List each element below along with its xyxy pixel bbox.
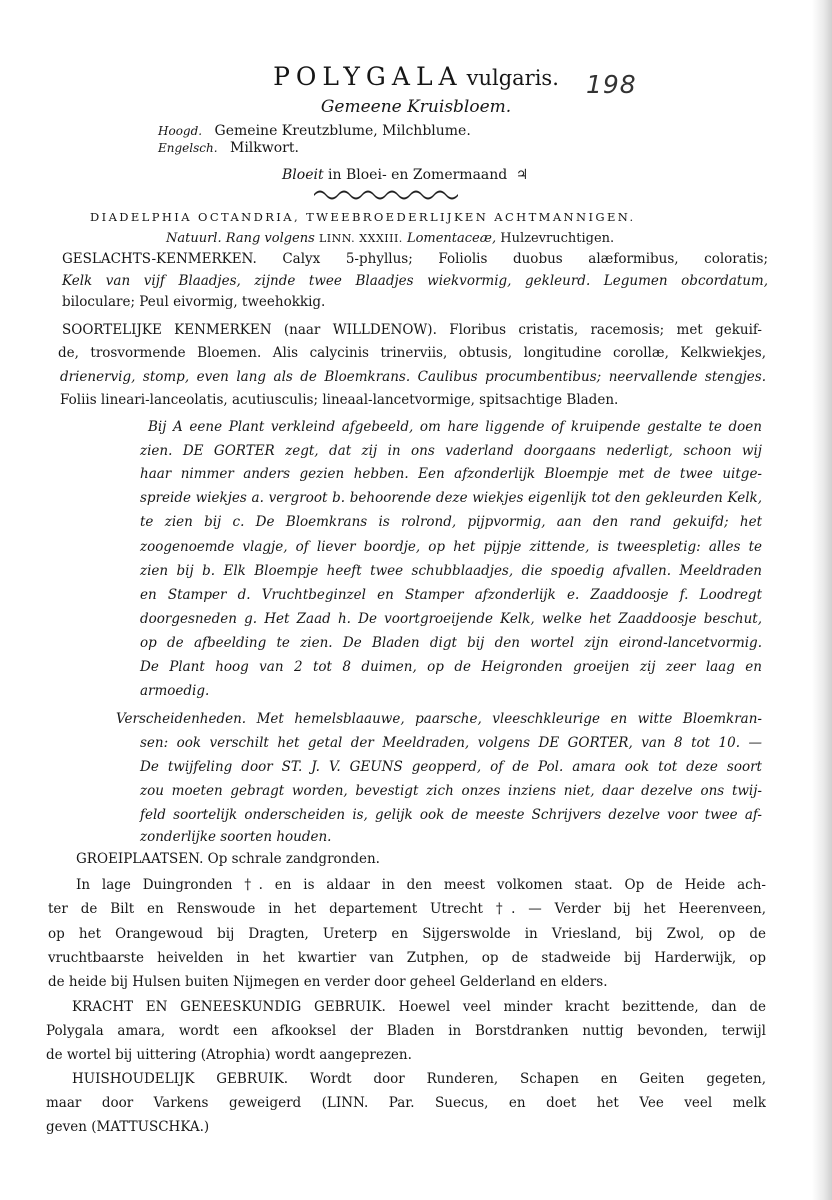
description-line: spreide wiekjes a. vergroot b. behoorende deze wiekjes eigenlijk tot den gekleurden Kelk, — [140, 490, 762, 506]
linnaean-class: DIADELPHIA OCTANDRIA, TWEEBROEDERLIJKEN ACHTMANNIGEN. — [90, 210, 636, 224]
page-edge-shadow — [812, 0, 832, 1200]
description-line: Bij A eene Plant verkleind afgebeeld, om hare liggende of kruipende gestalte te doen — [148, 419, 762, 435]
soortelijke-line-1: SOORTELIJKE KENMERKEN (naar WILLDENOW). Floribus cristatis, racemosis; met gekuif- — [62, 322, 762, 338]
huishoudelijk-line: maar door Varkens geweigerd (LINN. Par. Suecus, en doet het Vee veel melk — [46, 1095, 766, 1111]
huishoudelijk-line: geven (MATTUSCHKA.) — [46, 1119, 210, 1135]
common-name: Gemeene Kruisbloem. — [320, 97, 512, 117]
verscheidenheden-line: feld soortelijk onderscheiden is, gelijk ook de meeste Schrijvers dezelve voor twee af- — [140, 807, 762, 823]
description-line: op de afbeelding te zien. De Bladen digt bij den wortel zijn eirond-lancetvormig. — [140, 635, 762, 651]
ornament-divider — [312, 188, 462, 200]
bloom-months: in Bloei- en Zomermaand — [328, 167, 508, 183]
species-title — [0, 62, 832, 93]
description-line: armoedig. — [140, 683, 210, 699]
natural-order — [166, 230, 614, 248]
verscheidenheden-line: sen: ook verschilt het getal der Meeldraden, volgens DE GORTER, van 8 tot 10. — — [140, 735, 762, 751]
description-line: zien. DE GORTER zegt, dat zij in ons vaderland doorgaans nederligt, schoon wij — [140, 443, 762, 459]
species-epithet: vulgaris. — [466, 66, 559, 90]
german-names-line — [158, 122, 471, 140]
geslachts-line-3: biloculare; Peul eivormig, tweehokkig. — [62, 294, 326, 310]
german-names: Gemeine Kreutzblume, Milchblume. — [214, 123, 471, 139]
genus-name: POLYGALA — [273, 62, 463, 91]
description-line: te zien bij c. De Bloemkrans is rolrond, pijpvormig, aan den rand gekuifd; het — [140, 514, 762, 530]
kracht-line: de wortel bij uittering (Atrophia) wordt aangeprezen. — [46, 1047, 412, 1063]
geslachts-line-2: Kelk van vijf Blaadjes, zijnde twee Blaadjes wiekvormig, gekleurd. Legumen obcordatum, — [62, 273, 768, 289]
perennial-symbol: ♃ — [515, 167, 529, 183]
verscheidenheden-line: zou moeten gebragt worden, bevestigt zich onzes inziens niet, daar dezelve ons twij- — [140, 783, 762, 799]
description-line: zoogenoemde vlagje, of liever boordje, op het pijpje zittende, is tweespletig: alles te — [140, 539, 762, 555]
english-names: Milkwort. — [229, 140, 299, 156]
groeiplaatsen-line: de heide bij Hulsen buiten Nijmegen en verder door geheel Gelderland en elders. — [48, 974, 608, 990]
hoogd-label: Hoogd. — [158, 124, 203, 138]
groeiplaatsen-line: ter de Bilt en Renswoude in het departement Utrecht †. — Verder bij het Heerenveen, — [48, 901, 766, 917]
verscheidenheden-line: De twijfeling door ST. J. V. GEUNS geopperd, of de Pol. amara ook tot deze soort — [140, 759, 762, 775]
groeiplaatsen-line: In lage Duingronden †. en is aldaar in den meest volkomen staat. Op de Heide ach- — [76, 877, 766, 893]
geslachts-line-1: GESLACHTS-KENMERKEN. Calyx 5-phyllus; Foliolis duobus alæformibus, coloratis; — [62, 251, 768, 267]
bloom-period — [282, 166, 528, 184]
groeiplaatsen-heading: GROEIPLAATSEN. Op schrale zandgronden. — [76, 851, 380, 867]
bloeit-label: Bloeit — [282, 167, 324, 183]
soortelijke-line-4: Foliis lineari-lanceolatis, acutiusculis; lineaal-lancetvormige, spitsachtige Bladen. — [60, 392, 619, 408]
description-line: De Plant hoog van 2 tot 8 duimen, op de Heigronden groeijen zij zeer laag en — [140, 659, 762, 675]
family-latin: Lomentaceæ, — [406, 231, 497, 246]
family-dutch: Hulzevruchtigen. — [500, 231, 615, 246]
kracht-line: KRACHT EN GENEESKUNDIG GEBRUIK. Hoewel veel minder kracht bezittende, dan de — [72, 999, 766, 1015]
soortelijke-line-2: de, trosvormende Bloemen. Alis calycinis trinerviis, obtusis, longitudine corollæ, Kelkwiekjes, — [58, 345, 766, 361]
order-number: XXXIII. — [359, 232, 403, 245]
description-line: doorgesneden g. Het Zaad h. De voortgroeijende Kelk, welke het Zaaddoosje beschut, — [140, 611, 762, 627]
groeiplaatsen-line: vruchtbaarste heivelden in het kwartier van Zutphen, op de stadweide bij Harderwijk, op — [48, 950, 766, 966]
groeiplaatsen-line: op het Orangewoud bij Dragten, Ureterp en Sijgerswolde in Vriesland, bij Zwol, op de — [48, 926, 766, 942]
linn-ref: LINN. — [318, 232, 356, 245]
handwritten-page-number: 198 — [586, 70, 637, 99]
description-line: zien bij b. Elk Bloempje heeft twee schubblaadjes, die spoedig afvallen. Meeldraden — [140, 563, 762, 579]
verscheidenheden-line: Verscheidenheden. Met hemelsblaauwe, paarsche, vleeschkleurige en witte Bloemkran- — [116, 711, 762, 727]
english-names-line — [158, 139, 299, 157]
engl-label: Engelsch. — [158, 141, 218, 155]
verscheidenheden-line: zonderlijke soorten houden. — [140, 829, 332, 845]
description-line: en Stamper d. Vruchtbeginzel en Stamper afzonderlijk e. Zaaddoosje f. Loodregt — [140, 587, 762, 603]
soortelijke-line-3: drienervig, stomp, even lang als de Bloemkrans. Caulibus procumbentibus; neervallende stengjes. — [60, 369, 766, 385]
kracht-line: Polygala amara, wordt een afkooksel der Bladen in Borstdranken nuttig bevonden, terwijl — [46, 1023, 766, 1039]
description-line: haar nimmer anders gezien hebben. Een afzonderlijk Bloempje met de twee uitge- — [140, 466, 762, 482]
natural-order-label: Natuurl. Rang volgens — [166, 231, 315, 246]
huishoudelijk-line: HUISHOUDELIJK GEBRUIK. Wordt door Runderen, Schapen en Geiten gegeten, — [72, 1071, 766, 1087]
